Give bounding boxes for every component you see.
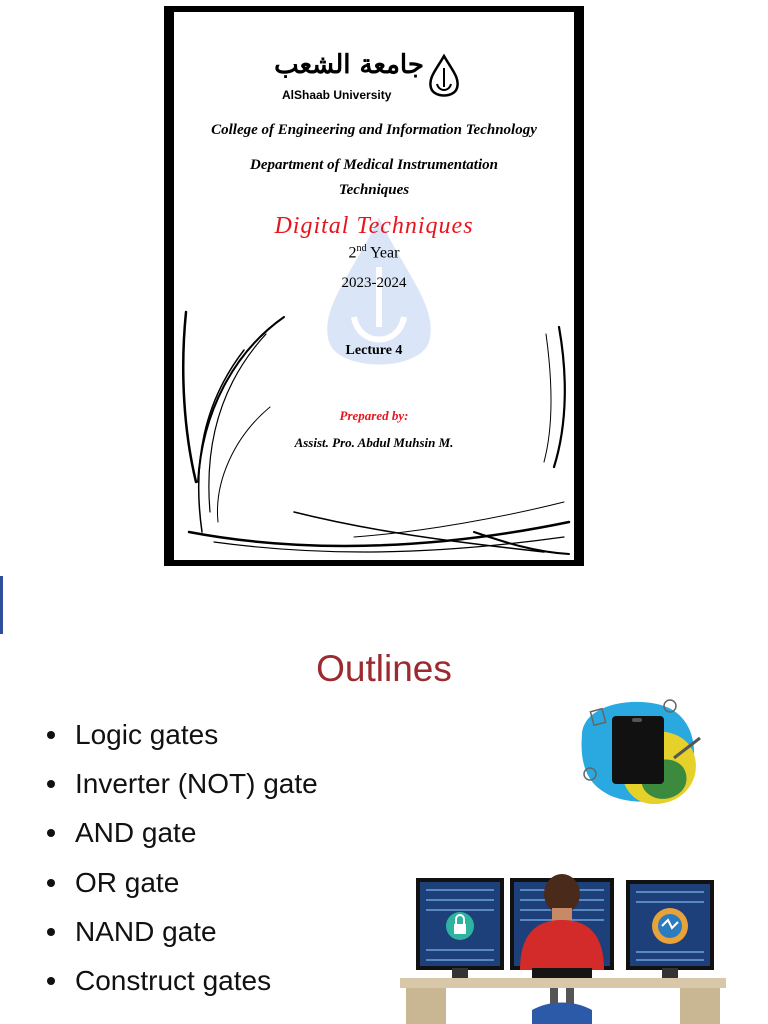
outline-item: AND gate <box>44 813 318 862</box>
left-edge-marker <box>0 576 3 634</box>
subject-title: Digital Techniques <box>274 213 474 239</box>
author-name: Assist. Pro. Abdul Muhsin M. <box>294 435 454 450</box>
college-name: College of Engineering and Information Technology <box>211 122 537 138</box>
university-name-arabic: جامعة الشعب <box>274 50 424 80</box>
outlines-title: Outlines <box>316 648 452 689</box>
outline-item: Inverter (NOT) gate <box>44 764 318 813</box>
year-word: Year <box>369 244 400 262</box>
university-emblem-icon <box>426 54 462 100</box>
lecture-cover-page <box>164 6 584 566</box>
outline-item: Logic gates <box>44 715 318 764</box>
department-line-1: Department of Medical Instrumentation <box>250 157 498 173</box>
study-year <box>174 243 574 262</box>
prepared-by-label: Prepared by: <box>339 408 409 423</box>
tablet-illustration <box>574 694 708 808</box>
university-logo <box>274 50 484 110</box>
outline-item: OR gate <box>44 863 318 912</box>
academic-year: 2023-2024 <box>341 275 407 291</box>
outline-item: Construct gates <box>44 961 318 1010</box>
department-line-2: Techniques <box>338 182 410 198</box>
year-suffix: nd <box>356 243 367 254</box>
department-name <box>174 153 574 203</box>
cover-inner-page <box>174 12 574 560</box>
university-name-english: AlShaab University <box>282 88 392 102</box>
year-number: 2 <box>348 244 357 262</box>
outline-list <box>44 715 318 1010</box>
outline-item: NAND gate <box>44 912 318 961</box>
desk-computers-illustration <box>400 870 726 1024</box>
lecture-number: Lecture 4 <box>345 343 403 358</box>
